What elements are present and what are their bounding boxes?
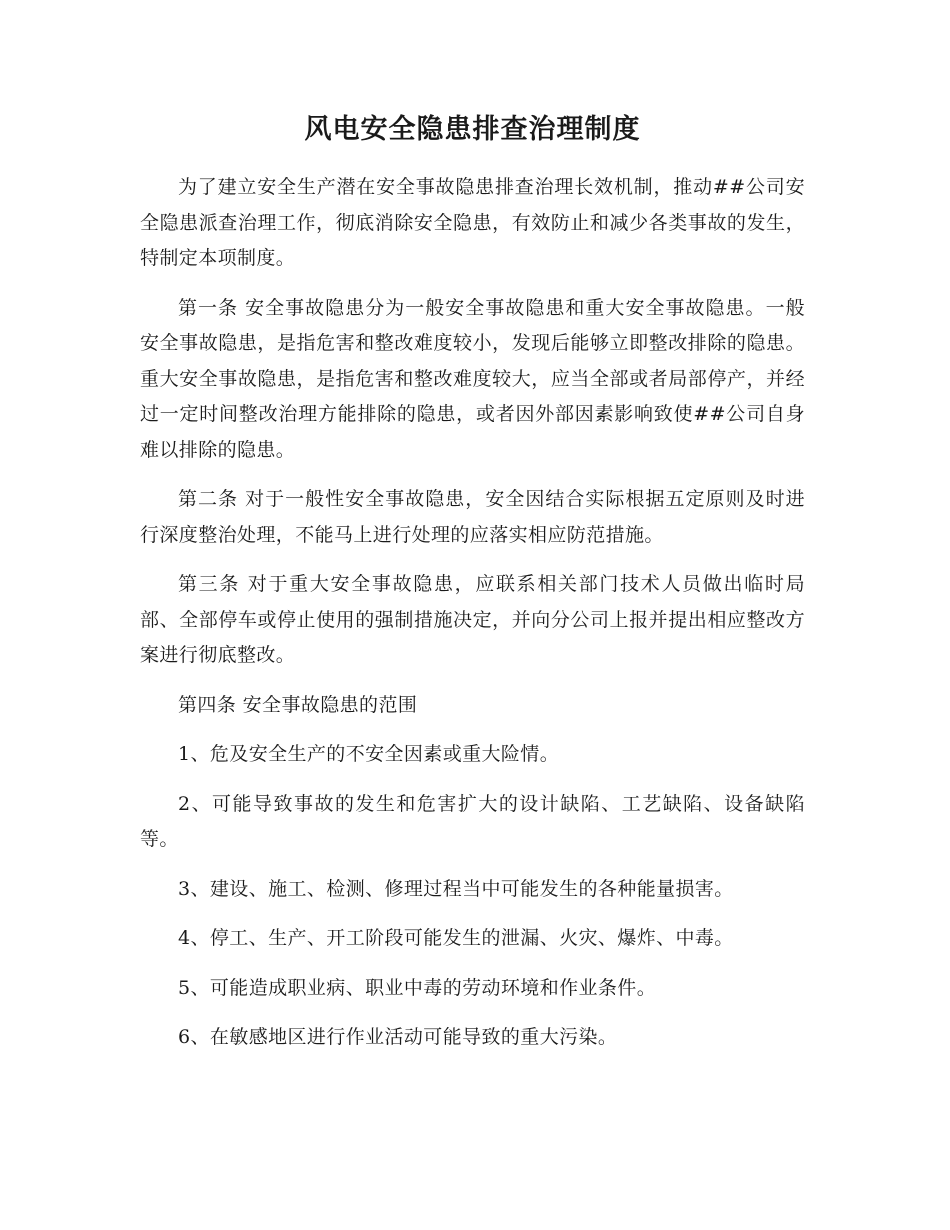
scope-item-4: 4、停工、生产、开工阶段可能发生的泄漏、火灾、爆炸、中毒。 — [178, 927, 734, 949]
article-3-paragraph: 第三条 对于重大安全事故隐患，应联系相关部门技术人员做出临时局部、全部停车或停止使用的强制措施决定，并向分公司上报并提出相应整改方案进行彻底整改。 — [140, 573, 805, 666]
article-2-paragraph: 第二条 对于一般性安全事故隐患，安全因结合实际根据五定原则及时进行深度整治处理，不能马上进行处理的应落实相应防范措施。 — [140, 488, 805, 546]
document-title: 风电安全隐患排查治理制度 — [304, 114, 641, 145]
scope-item-2: 2、可能导致事故的发生和危害扩大的设计缺陷、工艺缺陷、设备缺陷等。 — [140, 792, 805, 850]
article-1-paragraph: 第一条 安全事故隐患分为一般安全事故隐患和重大安全事故隐患。一般安全事故隐患，是指危害和整改难度较小，发现后能够立即整改排除的隐患。重大安全事故隐患，是指危害和整改难度较大，应当全部或者局部停产，并经过一定时间整改治理方能排除的隐患，或者因外部因素影响致使##公司自身难以排除的隐患。 — [140, 296, 805, 461]
scope-item-1: 1、危及安全生产的不安全因素或重大险情。 — [178, 743, 560, 765]
scope-item-6: 6、在敏感地区进行作业活动可能导致的重大污染。 — [178, 1026, 618, 1048]
scope-item-5: 5、可能造成职业病、职业中毒的劳动环境和作业条件。 — [178, 976, 657, 999]
scope-item-3: 3、建设、施工、检测、修理过程当中可能发生的各种能量损害。 — [178, 877, 734, 900]
intro-paragraph: 为了建立安全生产潜在安全事故隐患排查治理长效机制，推动##公司安全隐患派查治理工作，彻底消除安全隐患，有效防止和减少各类事故的发生，特制定本项制度。 — [140, 176, 805, 269]
document-page — [140, 108, 805, 1070]
article-4-heading: 第四条 安全事故隐患的范围 — [178, 693, 418, 716]
